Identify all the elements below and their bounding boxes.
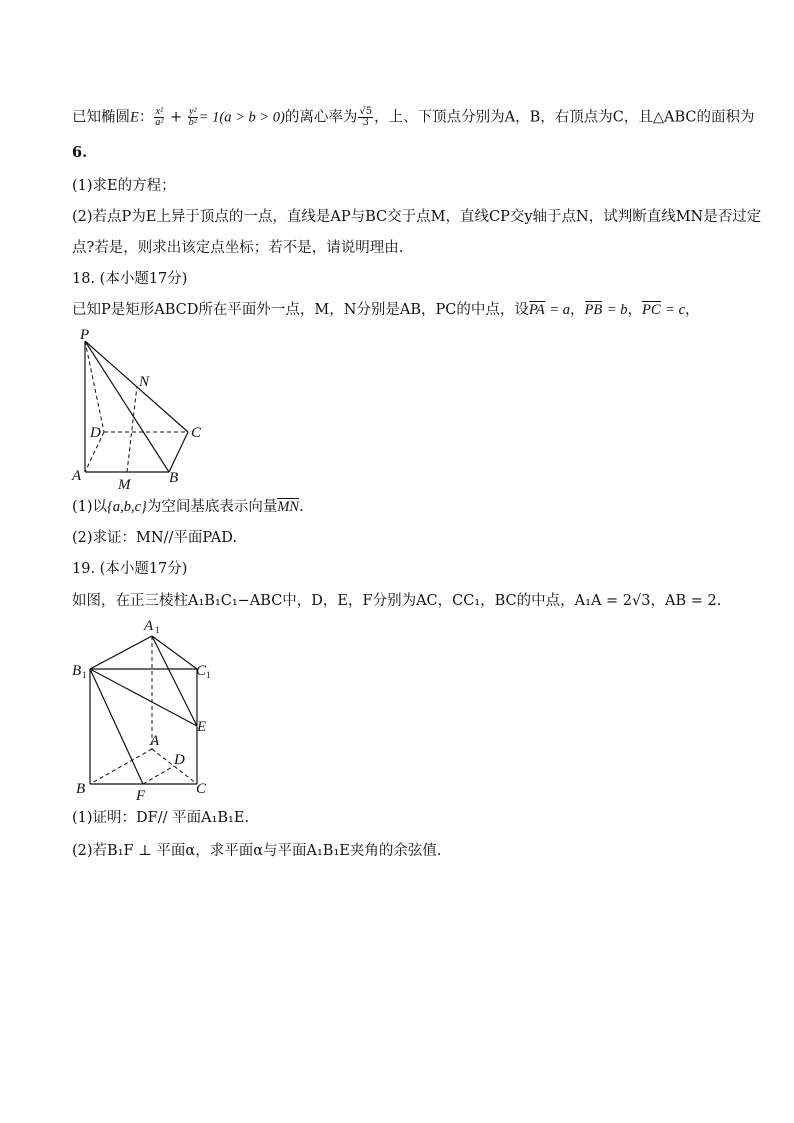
q18-label-d: D (90, 425, 101, 441)
q18-label-a: A (72, 468, 82, 484)
q19-segment-b1f (90, 669, 143, 784)
q19-label-f: F (136, 788, 146, 804)
q19-header: 19. (本小题17分) (72, 561, 188, 577)
q17-part1: (1)求E的方程； (72, 178, 176, 194)
q18-vec-pa: PA (528, 302, 545, 318)
q18-vec-pc: PC (642, 302, 661, 318)
q17-ecc-text: 的离心率为 (284, 109, 358, 126)
q18-eq-a: = a (549, 302, 571, 318)
q17-part2-line1: (2)若点P为E上异于顶点的一点，直线是AP与BC交于点M，直线CP交y轴于点N，试判断直线MN是否过定 (72, 209, 762, 225)
q18-eq-c: = c (665, 302, 686, 318)
q17-eq-x-den: a² (155, 117, 164, 128)
q18-part1-basis: {a,b,c} (107, 499, 147, 515)
q18-part1-vec: MN (277, 499, 300, 515)
q19-label-a: A (150, 733, 160, 749)
q18-label-p: P (80, 327, 90, 343)
q17-ecc-frac (358, 107, 373, 128)
q19-label-c: C (196, 781, 207, 797)
q19-segment-b1e (90, 669, 197, 726)
q17-part2-line2: 点?若是，则求出该定点坐标；若不是，请说明理由. (72, 240, 404, 256)
q18-part2: (2)求证：MN//平面PAD. (72, 530, 237, 546)
q19-part1: (1)证明：DF// 平面A₁B₁E. (72, 810, 250, 826)
q19-edge-a1c1 (152, 636, 197, 669)
q18-edge-pb (85, 341, 169, 472)
q17-area-value: 6. (72, 144, 88, 161)
q19-segment-fd (143, 766, 174, 784)
q19-label-c1-sub: 1 (206, 670, 211, 680)
q19-label-b1-sub: 1 (82, 670, 87, 680)
q18-part1-line (72, 497, 304, 517)
q17-intro-tail: ，上、下顶点分别为A，B，右顶点为C，且△ABC的面积为 (374, 109, 755, 126)
q18-label-n: N (139, 374, 150, 390)
q19-prism-figure (66, 614, 226, 804)
q18-header: 18. (本小题17分) (72, 271, 188, 287)
q18-part1-end: . (299, 499, 304, 515)
q17-ellipse-name: E (130, 109, 139, 126)
q17-eq-x-frac (154, 107, 164, 128)
q18-stem-end: ， (685, 302, 700, 318)
q19-edge-ab (90, 749, 152, 784)
q18-edge-bc (169, 432, 188, 472)
q19-label-e: E (197, 719, 207, 735)
q17-eq-y-num: y² (189, 106, 197, 117)
q18-stem-line: 已知P是矩形ABCD所在平面外一点，M，N分别是AB，PC的中点，设PA = a，PB = b，PC = c， (72, 302, 700, 318)
q17-eq-y-den: b² (188, 117, 197, 128)
q18-label-m: M (118, 477, 131, 493)
q19-stem: 如图，在正三棱柱A₁B₁C₁−ABC中，D，E，F分别为AC，CC₁，BC的中点，A₁A = 2√3，AB = 2. (72, 593, 722, 609)
q19-label-c1: C (196, 663, 207, 679)
q17-eq-x-num: x² (155, 106, 164, 117)
q18-stem: 已知P是矩形ABCD所在平面外一点，M，N分别是AB，PC的中点，设 (72, 302, 529, 318)
q17-ecc-num: √5 (359, 106, 373, 117)
q17-intro-line: 已知椭圆E： $\frac{\text{x²}}{\text{a²}}$ + $\frac{\text{y²}}{\text{b²}}$ = 1(a > b > 0)的离心率为 $\frac{√5}{3}$ ，上、下顶点分别为A，B，右顶点为C，且△ABC的面积为 (72, 106, 755, 128)
q17-ecc-den: 3 (362, 117, 369, 128)
q18-pyramid-figure (66, 324, 226, 494)
q19-label-a1-sub: 1 (155, 625, 160, 635)
q18-part1-mid: 为空间基底表示向量 (146, 499, 278, 515)
q19-segment-a1e (152, 636, 197, 726)
q18-segment-mn (127, 386, 137, 472)
q19-part2: (2)若B₁F ⊥ 平面α，求平面α与平面A₁B₁E夹角的余弦值. (72, 843, 442, 859)
q18-label-c: C (191, 425, 202, 441)
q19-label-d: D (174, 752, 185, 768)
q17-intro-prefix: 已知椭圆 (72, 109, 130, 126)
q17-eq-rest: = 1(a > b > 0) (198, 109, 285, 126)
q19-label-a1: A (144, 618, 154, 634)
q18-part1-prefix: (1)以 (72, 499, 108, 515)
q17-eq-y-frac (188, 107, 198, 128)
q19-label-b: B (76, 781, 86, 797)
q19-label-b1: B (72, 663, 82, 679)
q18-label-b: B (169, 470, 179, 486)
q18-vec-pb: PB (584, 302, 603, 318)
q19-edge-a1b1 (90, 636, 152, 669)
q18-eq-b: = b (606, 302, 628, 318)
